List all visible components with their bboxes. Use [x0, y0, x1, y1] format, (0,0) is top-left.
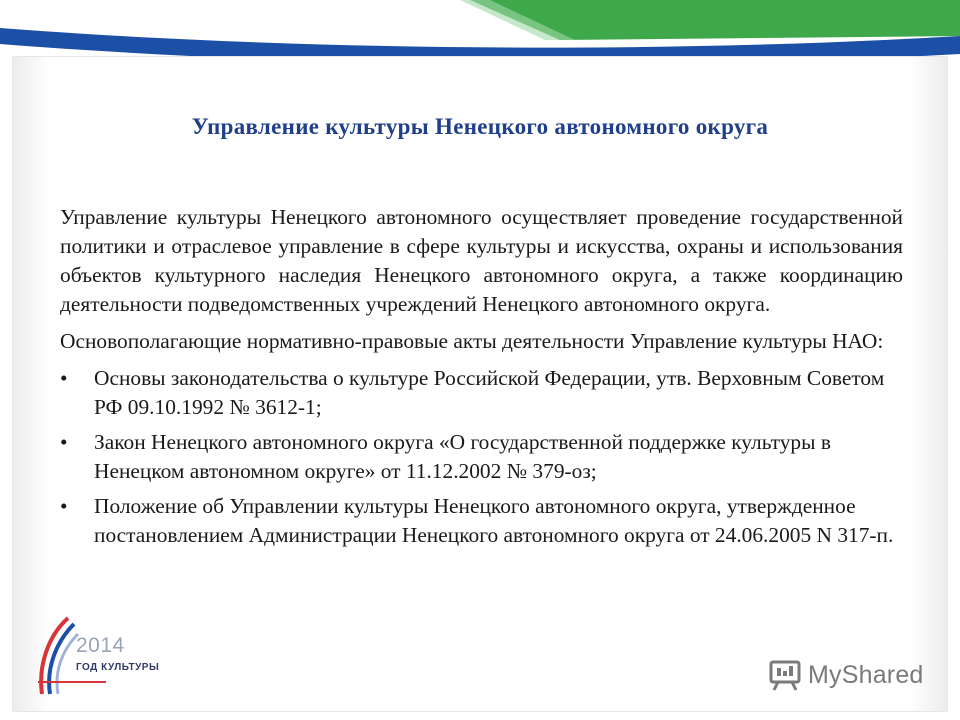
list-item: [60, 492, 903, 550]
slide-title: Управление культуры Ненецкого автономного округа: [191, 114, 769, 139]
bullet-icon: •: [60, 494, 68, 518]
bullet-icon: •: [60, 430, 68, 454]
list-item-text: Закон Ненецкого автономного округа «О государственной поддержке культуры в Ненецком автономном округе» от 11.12.2002 № 379-оз;: [94, 430, 831, 483]
slide-body: [60, 203, 903, 556]
bullet-icon: •: [60, 366, 68, 390]
list-item: [60, 364, 903, 422]
presentation-board-icon: [768, 658, 802, 692]
acts-intro-paragraph: Основополагающие нормативно-правовые акты деятельности Управление культуры НАО:: [60, 329, 884, 353]
watermark-text: MyShared: [808, 660, 924, 689]
watermark: [768, 657, 924, 693]
logo-subtitle: ГОД КУЛЬТУРЫ: [76, 662, 160, 673]
list-item-text: Положение об Управлении культуры Ненецкого автономного округа, утвержденное постановлением Администрации Ненецкого автономного округа от 24.06.2005 N 317-п.: [94, 494, 894, 547]
list-item: [60, 428, 903, 486]
acts-list: [60, 364, 903, 550]
logo-year: 2014: [76, 634, 125, 657]
list-item-text: Основы законодательства о культуре Российской Федерации, утв. Верховным Советом РФ 09.10.1992 № 3612-1;: [94, 366, 885, 419]
intro-paragraph: Управление культуры Ненецкого автономного осуществляет проведение государственной политики и отраслевое управление в сфере культуры и искусства, охраны и использования объектов культурного наследия Ненецкого автономного округа, а также координацию деятельности подведомственных учреждений Ненецкого автономного округа.: [60, 205, 903, 316]
